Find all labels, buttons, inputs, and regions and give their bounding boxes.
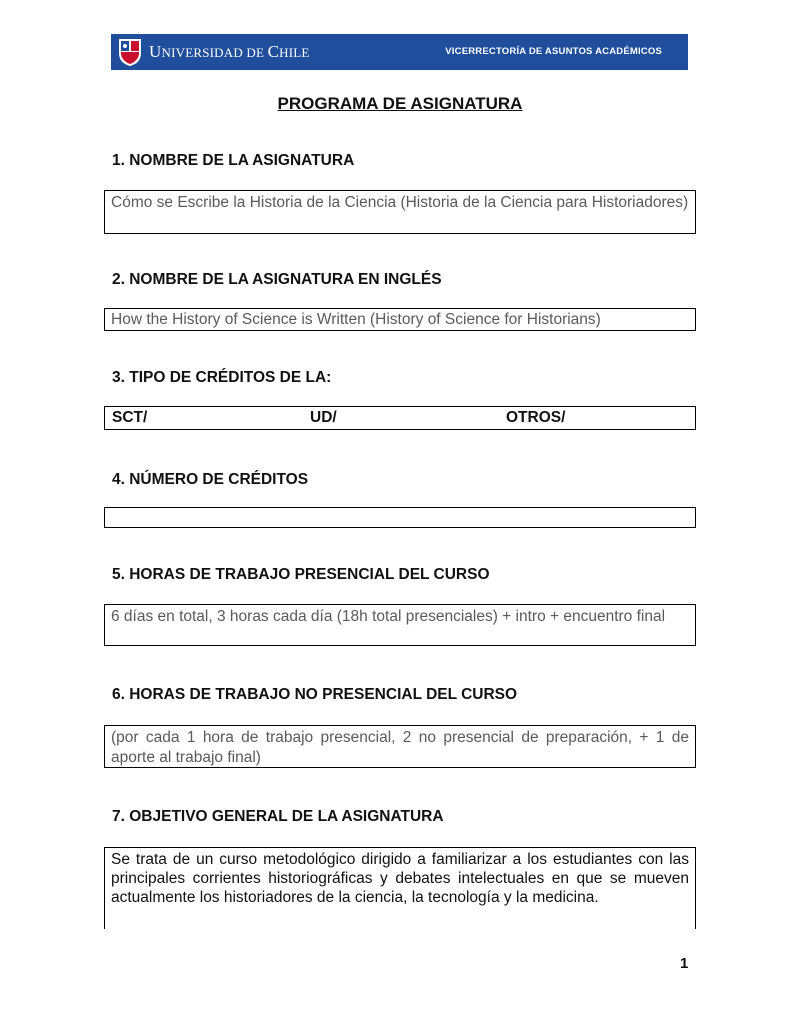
- credits-ud-label: UD/: [310, 409, 337, 426]
- section-heading: 5. HORAS DE TRABAJO PRESENCIAL DEL CURSO: [112, 566, 490, 583]
- university-shield-icon: [117, 37, 143, 67]
- credits-sct-label: SCT/: [112, 409, 148, 426]
- header-banner: [111, 34, 688, 70]
- section-heading: 2. NOMBRE DE LA ASIGNATURA EN INGLÉS: [112, 271, 442, 288]
- section-heading: 3. TIPO DE CRÉDITOS DE LA:: [112, 369, 332, 386]
- credits-otros-label: OTROS/: [506, 409, 566, 426]
- section-content-box: 6 días en total, 3 horas cada día (18h total presenciales) + intro + encuentro final: [104, 604, 696, 646]
- objective-content-box: Se trata de un curso metodológico dirigido a familiarizar a los estudiantes con las principales corrientes historiográficas y debates intelectuales en que se mueven actualmente los historiadores de la ciencia, la tecnología y la medicina.: [104, 847, 696, 929]
- credits-type-box: [104, 406, 696, 430]
- section-heading: 4. NÚMERO DE CRÉDITOS: [112, 471, 309, 488]
- university-name: UNIVERSIDAD DE CHILE: [149, 42, 310, 61]
- vicerrectoria-label: VICERRECTORÍA DE ASUNTOS ACADÉMICOS: [445, 46, 662, 57]
- page-title: PROGRAMA DE ASIGNATURA: [277, 94, 523, 113]
- section-heading: 7. OBJETIVO GENERAL DE LA ASIGNATURA: [112, 808, 444, 825]
- section-content-box: How the History of Science is Written (History of Science for Historians): [104, 308, 696, 331]
- section-heading: 6. HORAS DE TRABAJO NO PRESENCIAL DEL CURSO: [112, 686, 518, 703]
- section-content-box: (por cada 1 hora de trabajo presencial, 2 no presencial de preparación, + 1 de aporte al trabajo final): [104, 725, 696, 768]
- credits-number-box: [104, 507, 696, 528]
- page-number: 1: [680, 955, 689, 972]
- section-heading: 1. NOMBRE DE LA ASIGNATURA: [112, 152, 355, 169]
- section-content-box: Cómo se Escribe la Historia de la Ciencia (Historia de la Ciencia para Historiadores): [104, 190, 696, 234]
